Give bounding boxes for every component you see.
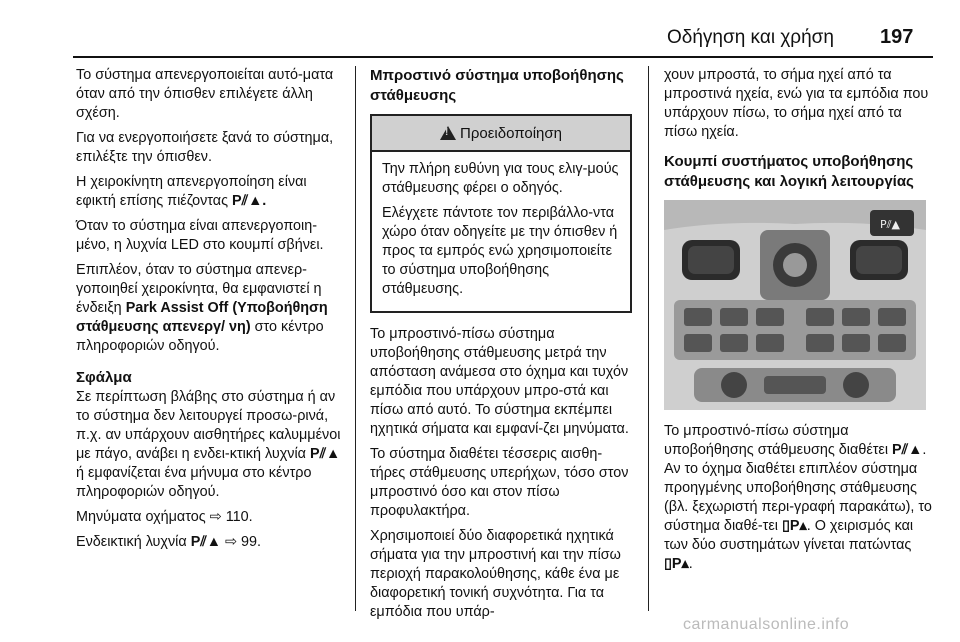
paragraph-text: Το μπροστινό-πίσω σύστημα υποβοήθησης στάθμευσης διαθέτει [664,423,889,458]
reference-text: Μηνύματα οχήματος [76,509,206,525]
warning-icon: ! [440,126,456,140]
column-right [664,66,932,580]
advanced-parking-symbol: ▯P▴ [664,556,689,572]
header-rule [73,56,933,58]
cross-reference [76,508,346,527]
warning-header [372,116,630,152]
section-heading: Κουμπί συστήματος υποβοήθησης στάθμευσης και λογική λειτουργίας [664,153,914,190]
fault-heading: Σφάλμα [76,369,132,386]
message-text: Park Assist Off (Υποβοήθηση στάθμευσης απενεργ/ νη) [76,300,328,335]
paragraph: Το σύστημα διαθέτει τέσσερις αισθη-τήρες στάθμευσης υπερήχων, τόσο στον μπροστινό όσο και στον πίσω προφυλακτήρα. [370,446,629,519]
warning-title: Προειδοποίηση [460,124,562,142]
parking-assist-symbol: P⫽▲ [190,534,221,550]
paragraph: Το μπροστινό-πίσω σύστημα υποβοήθησης στάθμευσης μετρά την απόσταση ανάμεσα στο όχημα και τυχόν εμπόδια που υπάρχουν μπρο-στά και πίσω από αυτό. Το σύστημα εκπέμπει ηχητικά σήματα και εμφανί-ζει μηνύματα. [370,326,629,437]
parking-assist-symbol: P⫽▲ [309,446,341,462]
column-divider [355,66,356,611]
paragraph-text: Σε περίπτωση βλάβης στο σύστημα ή αν το σύστημα δεν λειτουργεί προσω-ρινά, π.χ. αν υπάρχουν αισθητήρες καλυμμένοι με πάγο, ανάβει η ενδει-κτική λυχνία [76,389,341,462]
paragraph-text: . [688,556,693,572]
page-header [0,0,960,64]
center-console-illustration [664,200,926,410]
arrow-icon: ⇨ [209,509,222,525]
paragraph: Την πλήρη ευθύνη για τους ελιγ-μούς στάθμευσης φέρει ο οδηγός. [382,161,619,196]
paragraph: χουν μπροστά, το σήμα ηχεί από τα μπροστινά ηχεία, ενώ για τα εμπόδια που υπάρχουν πίσω, το σήμα ηχεί από τα πίσω ηχεία. [664,67,929,140]
parking-button-label: P⫽▲ [880,218,900,231]
reference-page: 110. [225,509,253,525]
parking-assist-symbol: P⫽▲. [232,193,267,209]
advanced-parking-symbol: ▯P▴ [781,518,807,534]
paragraph-text: ή εμφανίζεται ένα μήνυμα στο κέντρο πληροφοριών οδηγού. [76,465,312,500]
dashboard-photo [664,200,926,410]
paragraph-text: στο κέντρο πληροφοριών οδηγού. [76,319,324,354]
paragraph-text: Επιπλέον, όταν το σύστημα απενερ-γοποιηθεί χειροκίνητα, θα εμφανιστεί η ένδειξη [76,262,322,316]
parking-assist-symbol: P⫽▲ [892,442,923,458]
reference-text: Ενδεικτική λυχνία [76,534,187,550]
paragraph-text: . Αν το όχημα διαθέτει επιπλέον σύστημα προηγμένης υποβοήθησης στάθμευσης (βλ. ξεχωριστή περι-γραφή παρακάτω), το σύστημα διαθέ-τει [664,442,932,534]
page-number: 197 [880,26,914,48]
header-title: Οδήγηση και χρήση [667,27,834,48]
paragraph: Όταν το σύστημα είναι απενεργοποιη-μένο, η λυχνία LED στο κουμπί σβήνει. [76,218,324,253]
warning-body [372,152,630,311]
paragraph [76,388,346,502]
section-heading: Μπροστινό σύστημα υποβοήθησης στάθμευσης [370,67,624,104]
reference-page: 99. [241,534,262,550]
watermark: carmanualsonline.info [683,616,850,633]
paragraph-text: Η χειροκίνητη απενεργοποίηση είναι εφικτή επίσης πιέζοντας [76,174,307,209]
paragraph: Για να ενεργοποιήσετε ξανά το σύστημα, επιλέξτε την όπισθεν. [76,130,334,165]
paragraph [76,261,346,356]
paragraph: Ελέγχετε πάντοτε τον περιβάλλο-ντα χώρο όταν οδηγείτε με την όπισθεν ή προς τα εμπρός ενώ χρησιμοποιείτε το σύστημα υποβοήθησης στάθμευσης. [382,205,618,297]
paragraph: Το σύστημα απενεργοποιείται αυτό-ματα όταν από την όπισθεν επιλέγετε άλλη σχέση. [76,67,334,121]
paragraph [664,422,932,574]
column-left [76,66,346,558]
paragraph [76,173,346,211]
warning-box [370,114,632,313]
cross-reference [76,533,346,552]
paragraph: Χρησιμοποιεί δύο διαφορετικά ηχητικά σήματα για την μπροστινή και την πίσω περιοχή παρακολούθησης, κάθε ένα με διαφορετική τονική συχνότητα. Για τα εμπόδια που υπάρ- [370,528,621,620]
column-divider [648,66,649,611]
paragraph-text: . Ο χειρισμός και των δύο συστημάτων γίνεται πατώντας [664,518,914,553]
column-middle [370,66,632,628]
arrow-icon: ⇨ [224,534,238,550]
